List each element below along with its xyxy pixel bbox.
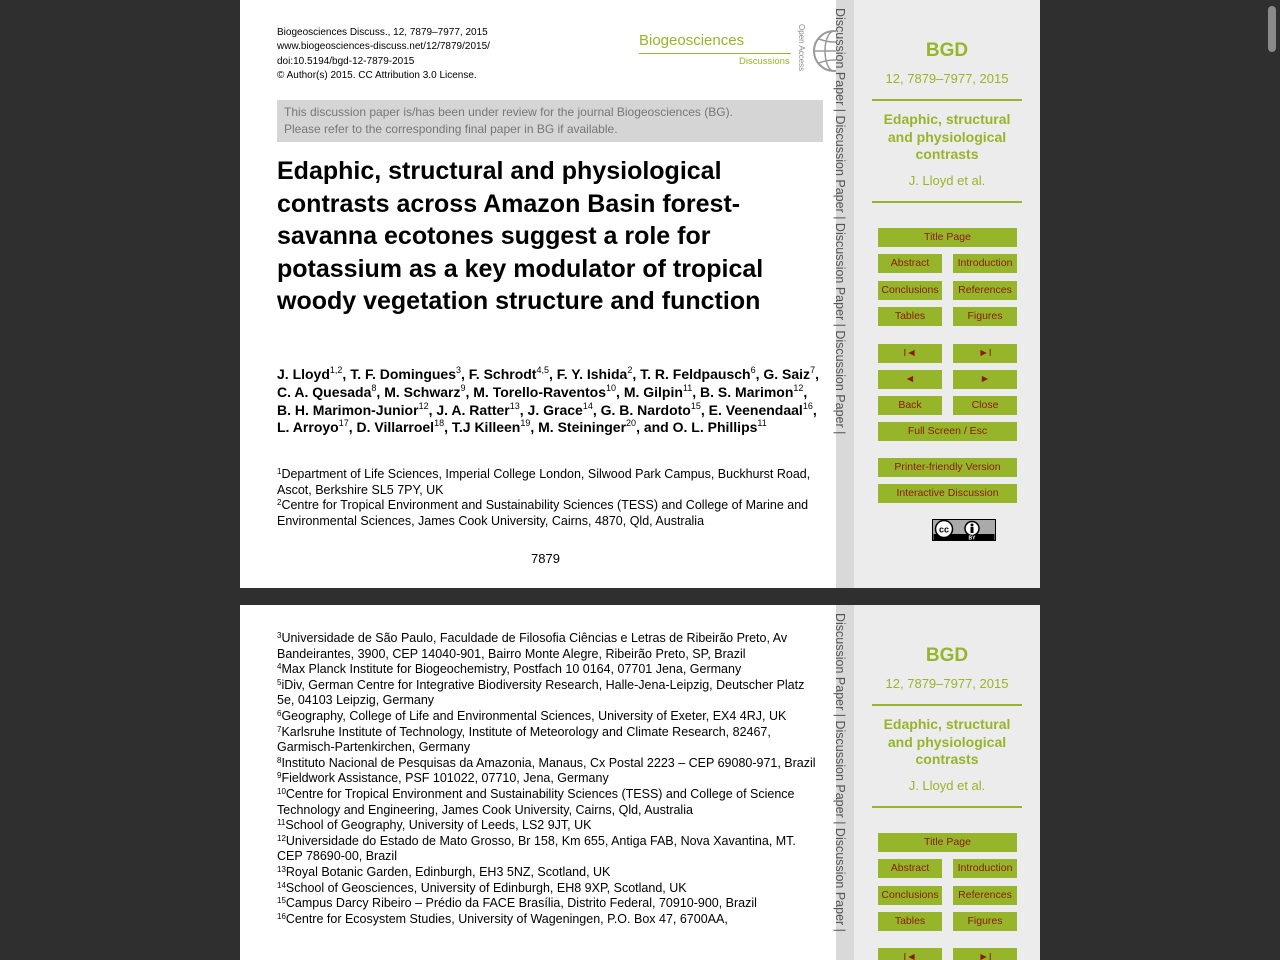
conclusions-button[interactable]: Conclusions (878, 281, 942, 300)
author-affiliation-mark: 4,5 (536, 365, 549, 375)
author (640, 366, 755, 382)
affiliation-text: iDiv, German Centre for Integrative Biodiversity Research, Halle-Jena-Leipzig, Deutscher Platz 5e, 04103 Leipzig, Germany (277, 677, 805, 708)
author-affiliation-mark: 19 (520, 418, 531, 429)
author-name: E. Veenendaal (708, 401, 803, 418)
sidebar-journal-abbr: BGD (925, 645, 969, 666)
last-page-button[interactable]: ►I (953, 344, 1017, 363)
bgd-sidebar (854, 605, 1040, 960)
author (624, 384, 692, 400)
author-affiliation-mark: 12 (793, 382, 804, 393)
author-affiliation-mark: 7 (810, 365, 816, 375)
affiliation (277, 756, 822, 772)
author (384, 384, 465, 400)
author (469, 366, 549, 382)
journal-doi: doi:10.5194/bgd-12-7879-2015 (277, 55, 415, 67)
author (277, 384, 376, 400)
author (277, 402, 429, 418)
affiliation-text: Centre for Tropical Environment and Sustainability Sciences (TESS) and College of Marine and Environmental Sciences, James Cook University, Cairns, 4870, Qld, Australia (277, 498, 809, 528)
author-name: M. Steininger (538, 419, 627, 436)
biogeosciences-logo-text: Biogeosciences (639, 32, 745, 49)
affiliation-number: 12 (277, 833, 286, 843)
affiliation (277, 725, 822, 756)
affiliation-text: Universidade de São Paulo, Faculdade de Filosofia Ciências e Letras de Ribeirão Preto, Av Bandeirantes, 3900, CEP 14040-901, Bairro Monte Alegre, Ribeirão Preto, SP, Brazil (277, 631, 788, 661)
viewer-scrollbar-thumb[interactable] (1268, 6, 1276, 52)
affiliation (277, 881, 822, 897)
affiliation-text: Royal Botanic Garden, Edinburgh, EH3 5NZ, Scotland, UK (285, 864, 611, 879)
author (601, 402, 701, 418)
author-affiliation-mark: 9 (460, 382, 466, 393)
affiliation-number: 7 (277, 724, 282, 734)
author-list: J. Lloyd$^{1,2}$, T. F. Domingues$^3$, F. Schrodt$^{4,5}$, F. Y. Ishida$^2$, T. R. Feldpausch$^6$, G. Saiz$^7$, C. A. Quesada$^8$, M. Schwarz$^9$, M. Torello-Raventos$^{10}$, M. Gilpin$^{11}$, B. S. Marimon$^{12}$, B. H. Marimon-Junior$^{12}$, J. A. Ratter$^{13}$, J. Grace$^{14}$, G. B. Nardoto$^{15}$, E. Veenendaal$^{16}$, L. Arroyo$^{17}$, D. Villarroel$^{18}$, T.J Killeen$^{19}$, M. Steininger$^{20}$, and O. L. Phillips$^{11}$ (277, 365, 819, 436)
first-page-button[interactable]: I◄ (878, 948, 942, 960)
affiliation-number: 15 (277, 896, 286, 906)
affiliation-number: 1 (277, 467, 282, 476)
affiliation (277, 834, 822, 865)
affiliation-number: 2 (277, 498, 282, 508)
affiliation (277, 787, 822, 818)
sidebar-header (872, 605, 1022, 960)
interactive-discussion-button[interactable]: Interactive Discussion (878, 484, 1017, 503)
last-page-button[interactable]: ►I (953, 948, 1017, 960)
logo-sub: Discussions (739, 56, 790, 67)
author-affiliation-mark: 2 (627, 365, 633, 375)
sidebar-volume: 12, 7879–7977, 2015 (872, 71, 1022, 101)
author (473, 384, 616, 400)
author-name: O. L. Phillips (672, 419, 758, 436)
author-name: T. R. Feldpausch (640, 366, 751, 382)
strip-label: Discussion Paper | Discussion Paper | Discussion Paper | Discussion Paper | (833, 8, 847, 435)
author-name: J. A. Ratter (436, 401, 510, 418)
close-button[interactable]: Close (953, 396, 1017, 415)
author-name: T. F. Domingues (350, 366, 456, 382)
author (538, 419, 636, 435)
review-notice (277, 100, 823, 142)
full-screen-button[interactable]: Full Screen / Esc (878, 422, 1017, 441)
affiliation-text: Fieldwork Assistance, PSF 101022, 07710, Jena, Germany (281, 771, 609, 786)
journal-license: © Author(s) 2015. CC Attribution 3.0 License. (277, 69, 477, 81)
affiliation-number: 16 (277, 911, 286, 921)
author-name: C. A. Quesada (277, 383, 372, 400)
affiliation-number: 3 (277, 631, 282, 640)
author (763, 366, 815, 382)
affiliation-text: Department of Life Sciences, Imperial College London, Silwood Park Campus, Buckhurst Road, Ascot, Berkshire SL5 7PY, UK (277, 467, 811, 497)
logo-rule (639, 53, 791, 54)
affiliation (277, 771, 822, 787)
printer-friendly-button[interactable]: Printer-friendly Version (878, 458, 1017, 477)
author-affiliation-mark: 17 (338, 418, 349, 429)
affiliation-number: 5 (277, 677, 282, 687)
paper-title: Edaphic, structural and physiological contrasts across Amazon Basin forest-savanna ecotones suggest a role for potassium as a key modulator of tropical woody vegetation structure and function (277, 157, 764, 315)
cc-by-text: BY (968, 535, 976, 541)
author-name: M. Gilpin (623, 383, 683, 400)
author (277, 419, 349, 435)
author-name: F. Y. Ishida (556, 366, 628, 382)
figures-button[interactable]: Figures (953, 307, 1017, 326)
author-affiliation-mark: 11 (757, 418, 767, 429)
strip-label: Discussion Paper | Discussion Paper | Discussion Paper | (833, 613, 847, 932)
back-button[interactable]: Back (878, 396, 942, 415)
author-affiliation-mark: 15 (690, 400, 701, 411)
page-content (277, 605, 822, 960)
affiliation-text: Centre for Tropical Environment and Sustainability Sciences (TESS) and College of Science Technology and Engineering, James Cook University, Cairns, Qld, Australia (277, 786, 795, 817)
discussion-paper-strip (833, 605, 854, 960)
affiliation-text: Centre for Ecosystem Studies, University of Wageningen, P.O. Box 47, 6700AA, (285, 911, 728, 926)
sidebar-short-title: Edaphic, structural and physiological contrasts (883, 111, 1011, 162)
open-access-label: Open Access (797, 24, 806, 72)
bgd-sidebar (854, 0, 1040, 588)
affiliation-text: Geography, College of Life and Environmental Sciences, University of Exeter, EX4 4RJ, UK (281, 708, 787, 723)
introduction-button[interactable]: Introduction (953, 859, 1017, 878)
pdf-page-2 (240, 605, 1040, 960)
affiliation-text: Max Planck Institute for Biogeochemistry, Postfach 10 0164, 07701 Jena, Germany (281, 662, 742, 677)
author-affiliation-mark: 12 (418, 400, 429, 411)
affiliation-text: Karlsruhe Institute of Technology, Institute of Meteorology and Climate Research, 82467, Garmisch-Partenkirchen, Germany (277, 724, 771, 755)
first-page-button[interactable]: I◄ (878, 344, 942, 363)
author-name: G. Saiz (763, 366, 811, 382)
affiliation (277, 896, 822, 912)
figures-button[interactable]: Figures (953, 912, 1017, 931)
affiliation (277, 818, 822, 834)
author-affiliation-mark: 1,2 (329, 365, 343, 375)
author-affiliation-mark: 18 (434, 418, 445, 429)
sidebar-journal-abbr: BGD (925, 40, 969, 61)
affiliations-page-1 (277, 467, 822, 529)
affiliation (277, 631, 822, 662)
affiliation (277, 467, 822, 498)
affiliation (277, 865, 822, 881)
author-affiliation-mark: 8 (371, 382, 377, 393)
author-name: D. Villarroel (356, 419, 435, 436)
introduction-button[interactable]: Introduction (953, 254, 1017, 273)
abstract-button[interactable]: Abstract (878, 254, 942, 273)
journal-info (277, 26, 490, 83)
affiliation-number: 11 (277, 818, 286, 828)
previous-page-button[interactable]: ◄ (878, 370, 942, 389)
next-page-button[interactable]: ► (953, 370, 1017, 389)
title-page-button[interactable]: Title Page (878, 228, 1017, 247)
sidebar-header (872, 0, 1022, 541)
journal-citation: Biogeosciences Discuss., 12, 7879–7977, 2015 (277, 27, 488, 38)
author (673, 419, 767, 435)
author-affiliation-mark: 14 (582, 400, 593, 411)
author-affiliation-mark: 13 (509, 400, 520, 411)
page-content (277, 0, 822, 588)
sidebar-authors: J. Lloyd et al. (872, 173, 1022, 203)
author-name: B. S. Marimon (700, 383, 794, 400)
author-affiliation-mark: 16 (802, 400, 813, 411)
author (557, 366, 633, 382)
affiliation-number: 10 (277, 786, 286, 796)
affiliation-text: Instituto Nacional de Pesquisas da Amazonia, Manaus, Cx Postal 2223 – CEP 69080-971, Brazil (281, 755, 816, 770)
affiliation-text: School of Geosciences, University of Edinburgh, EH8 9XP, Scotland, UK (285, 880, 687, 895)
author (452, 419, 530, 435)
notice-line-1: This discussion paper is/has been under review for the journal Biogeosciences (BG). (284, 105, 733, 119)
author (436, 402, 519, 418)
tables-button[interactable]: Tables (878, 912, 942, 931)
author-affiliation-mark: 11 (682, 382, 693, 393)
svg-text:cc: cc (938, 524, 950, 535)
author-name: F. Schrodt (468, 366, 537, 382)
affiliation-text: School of Geography, University of Leeds, LS2 9JT, UK (285, 818, 592, 833)
discussion-paper-strip (833, 0, 854, 588)
affiliation-number: 8 (277, 755, 282, 765)
author (709, 402, 813, 418)
references-button[interactable]: References (953, 281, 1017, 300)
cc-by-license-icon[interactable] (932, 519, 996, 541)
abstract-button[interactable]: Abstract (878, 859, 942, 878)
notice-line-2: Please refer to the corresponding final paper in BG if available. (284, 121, 618, 136)
author-name: G. B. Nardoto (600, 401, 691, 418)
affiliation (277, 709, 822, 725)
affiliation-number: 14 (277, 880, 286, 890)
affiliation (277, 498, 822, 529)
author-name: T.J Killeen (451, 419, 521, 436)
author (277, 366, 342, 382)
author-affiliation-mark: 3 (456, 365, 462, 375)
author-name: L. Arroyo (277, 419, 339, 436)
author (357, 419, 445, 435)
sidebar-volume: 12, 7879–7977, 2015 (872, 676, 1022, 706)
author-name: M. Schwarz (384, 383, 461, 400)
author-name: B. H. Marimon-Junior (277, 401, 419, 418)
sidebar-short-title: Edaphic, structural and physiological contrasts (883, 716, 1011, 767)
author (350, 366, 461, 382)
affiliation-text: Campus Darcy Ribeiro – Prédio da FACE Brasília, Distrito Federal, 70910-900, Brazil (285, 896, 757, 911)
title-page-button[interactable]: Title Page (878, 833, 1017, 852)
affiliation-number: 13 (277, 864, 286, 874)
author-name: J. Lloyd (277, 366, 330, 382)
references-button[interactable]: References (953, 886, 1017, 905)
affiliation (277, 678, 822, 709)
author-affiliation-mark: 20 (626, 418, 637, 429)
affiliations-page-2 (277, 631, 822, 927)
author-name: J. Grace (527, 401, 583, 418)
author-affiliation-mark: 6 (750, 365, 756, 375)
author-name: M. Torello-Raventos (473, 383, 607, 400)
pdf-page-1 (240, 0, 1040, 588)
conclusions-button[interactable]: Conclusions (878, 886, 942, 905)
affiliation (277, 912, 822, 928)
affiliation-number: 4 (277, 662, 282, 672)
page-number: 7879 (531, 551, 560, 566)
tables-button[interactable]: Tables (878, 307, 942, 326)
affiliation-text: Universidade do Estado de Mato Grosso, Br 158, Km 655, Antiga FAB, Nova Xavantina, MT. CEP 78690-00, Brazil (277, 833, 796, 864)
author (700, 384, 803, 400)
affiliation-number: 6 (277, 708, 282, 718)
affiliation (277, 662, 822, 678)
author (528, 402, 593, 418)
author-affiliation-mark: 10 (606, 382, 617, 393)
affiliation-number: 9 (277, 771, 282, 781)
sidebar-authors: J. Lloyd et al. (872, 778, 1022, 808)
author-conjunction: and (643, 419, 673, 436)
journal-url[interactable]: www.biogeosciences-discuss.net/12/7879/2015/ (277, 41, 490, 53)
